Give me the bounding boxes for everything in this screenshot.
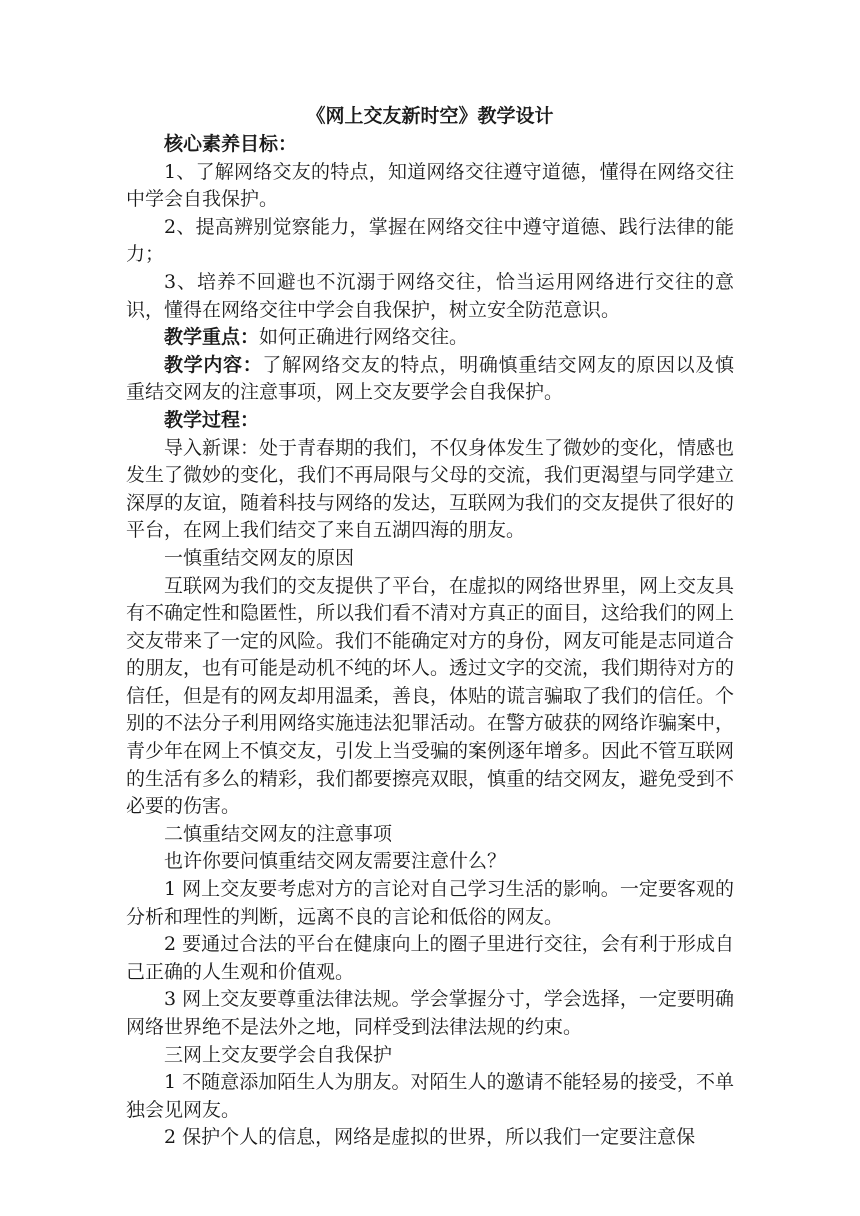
paragraph-text: 也许你要问慎重结交网友需要注意什么？ (164, 850, 507, 873)
paragraph-text: 了解网络交友的特点，明确慎重结交网友的原因以及慎重结交网友的注意事项，网上交友要学会自我保护。 (126, 353, 734, 404)
section-label: 教学过程： (164, 408, 260, 431)
document-page (126, 101, 734, 1152)
document-title: 《网上交友新时空》教学设计 (306, 105, 554, 127)
paragraph-text: 1、了解网络交友的特点，知道网络交往遵守道德，懂得在网络交往中学会自我保护。 (126, 160, 734, 211)
paragraph-goal-3 (126, 269, 734, 324)
paragraph-text: 2 保护个人的信息，网络是虚拟的世界，所以我们一定要注意保 (164, 1126, 696, 1149)
paragraph-text: 互联网为我们的交友提供了平台，在虚拟的网络世界里，网上交友具有不确定性和隐匿性，所以我们看不清对方真正的面目，这给我们的网上交友带来了一定的风险。我们不能确定对方的身份，网友可能是志同道合的朋友，也有可能是动机不纯的坏人。透过文字的交流，我们期待对方的信任，但是有的网友却用温柔，善良，体贴的谎言骗取了我们的信任。个别的不法分子利用网络实施违法犯罪活动。在警方破获的网络诈骗案中，青少年在网上不慎交友，引发上当受骗的案例逐年增多。因此不管互联网的生活有多么的精彩，我们都要擦亮双眼，慎重的结交网友，避免受到不必要的伤害。 (126, 574, 735, 818)
paragraph-text: 三网上交友要学会自我保护 (164, 1043, 393, 1066)
paragraph-section-2-question (126, 848, 734, 876)
paragraph-section-1-body (126, 573, 734, 821)
paragraph-section-3-heading (126, 1042, 734, 1070)
paragraph-text: 2、提高辨别觉察能力，掌握在网络交往中遵守道德、践行法律的能力； (126, 215, 734, 266)
paragraph-section-3-item-2 (126, 1124, 734, 1152)
paragraph-intro (126, 435, 734, 545)
paragraph-content (126, 352, 734, 407)
paragraph-text: 二慎重结交网友的注意事项 (164, 822, 393, 845)
paragraph-key-point (126, 324, 734, 352)
paragraph-section-2-item-3 (126, 986, 734, 1041)
section-label: 教学重点： (164, 326, 260, 349)
paragraph-section-2-heading (126, 821, 734, 849)
paragraph-text: 1 网上交友要考虑对方的言论对自己学习生活的影响。一定要客观的分析和理性的判断，远离不良的言论和低俗的网友。 (126, 878, 734, 928)
paragraph-section-2-item-2 (126, 931, 734, 986)
paragraph-section-1-heading (126, 545, 734, 573)
paragraph-text: 3、培养不回避也不沉溺于网络交往，恰当运用网络进行交往的意识，懂得在网络交往中学会自我保护，树立安全防范意识。 (126, 270, 734, 321)
paragraph-process-heading (126, 407, 734, 435)
paragraph-section-3-item-1 (126, 1069, 734, 1124)
section-label: 教学内容： (164, 353, 263, 376)
paragraph-goals-heading (126, 131, 734, 159)
paragraph-text: 2 要通过合法的平台在健康向上的圈子里进行交往，会有利于形成自己正确的人生观和价值观。 (126, 933, 734, 983)
paragraph-goal-1 (126, 159, 734, 214)
paragraph-section-2-item-1 (126, 876, 734, 931)
paragraph-text: 1 不随意添加陌生人为朋友。对陌生人的邀请不能轻易的接受，不单独会见网友。 (126, 1071, 734, 1121)
paragraph-text: 一慎重结交网友的原因 (164, 546, 355, 569)
section-label: 核心素养目标： (164, 133, 298, 155)
paragraph-goal-2 (126, 214, 734, 269)
paragraph-text: 导入新课：处于青春期的我们，不仅身体发生了微妙的变化，情感也发生了微妙的变化，我们不再局限与父母的交流，我们更渴望与同学建立深厚的友谊，随着科技与网络的发达，互联网为我们的交友提供了很好的平台，在网上我们结交了来自五湖四海的朋友。 (126, 436, 735, 542)
paragraph-text: 如何正确进行网络交往。 (259, 326, 469, 349)
paragraph-text: 3 网上交友要尊重法律法规。学会掌握分寸，学会选择，一定要明确网络世界绝不是法外之地，同样受到法律法规的约束。 (126, 988, 734, 1038)
